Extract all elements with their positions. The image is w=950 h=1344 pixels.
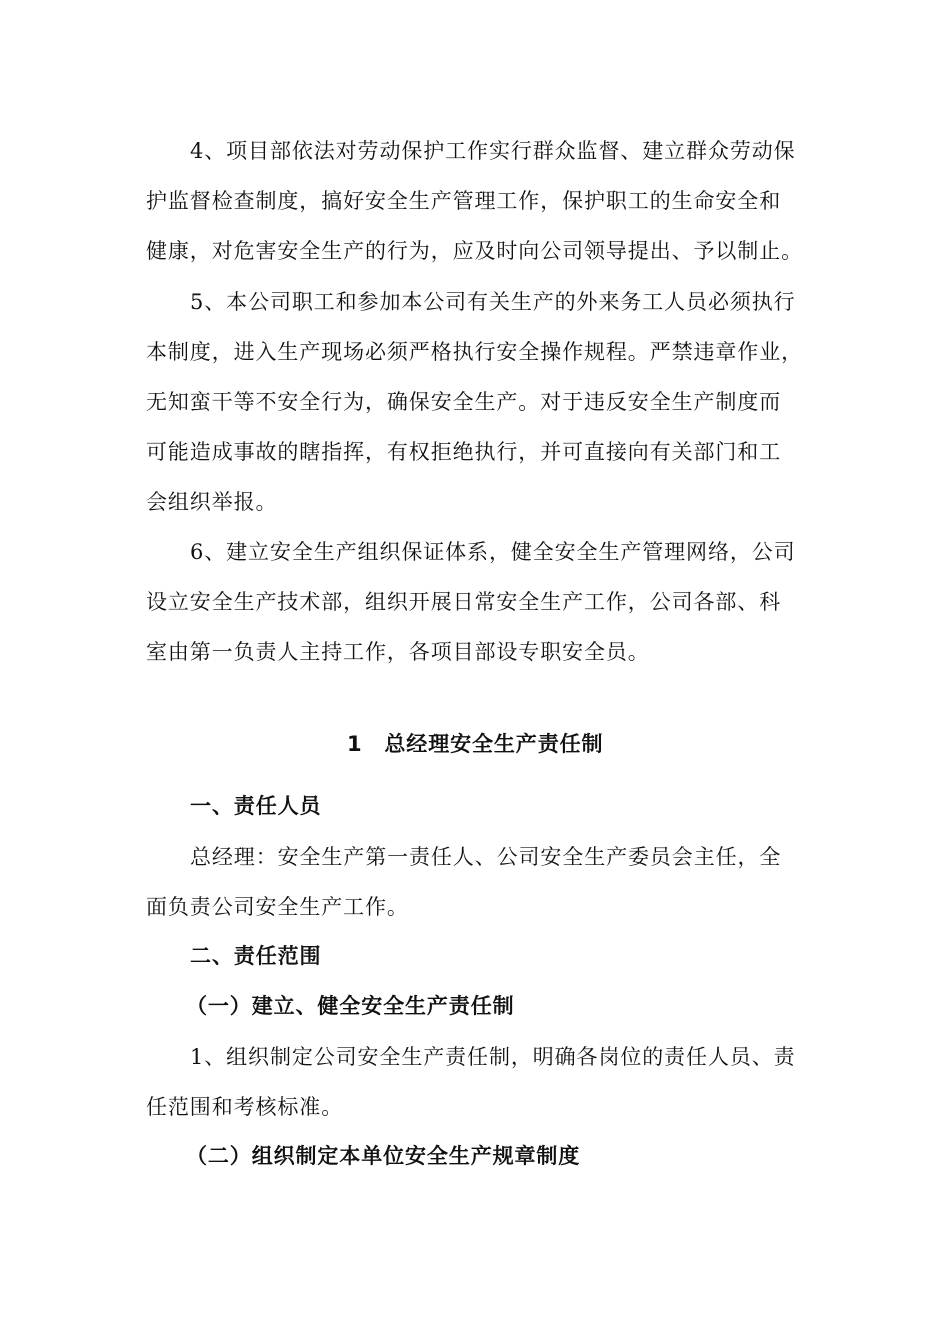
paragraph-4-line-3: 健康，对危害安全生产的行为，应及时向公司领导提出、予以制止。 [146, 239, 803, 263]
paragraph-5-line-1: 5、本公司职工和参加本公司有关生产的外来务工人员必须执行 [190, 290, 796, 314]
paragraph-5-line-3: 无知蛮干等不安全行为，确保安全生产。对于违反安全生产制度而 [146, 390, 782, 414]
paragraph-5-line-5: 会组织举报。 [146, 490, 278, 514]
paragraph-gm-line-2: 面负责公司安全生产工作。 [146, 895, 409, 919]
paragraph-item-1-line-2: 任范围和考核标准。 [146, 1095, 344, 1119]
subheading-responsibility-system: （一）建立、健全安全生产责任制 [186, 994, 515, 1018]
subheading-rules-regulations: （二）组织制定本单位安全生产规章制度 [186, 1144, 581, 1168]
heading-responsibility-scope: 二、责任范围 [190, 944, 322, 968]
heading-responsible-persons: 一、责任人员 [190, 794, 322, 818]
paragraph-5-line-2: 本制度，进入生产现场必须严格执行安全操作规程。严禁违章作业， [146, 340, 803, 364]
paragraph-4-line-1: 4、项目部依法对劳动保护工作实行群众监督、建立群众劳动保 [190, 139, 796, 163]
paragraph-4-line-2: 护监督检查制度，搞好安全生产管理工作，保护职工的生命安全和 [146, 189, 782, 213]
section-title: 1 总经理安全生产责任制 [347, 732, 604, 756]
paragraph-item-1-line-1: 1、组织制定公司安全生产责任制，明确各岗位的责任人员、责 [190, 1045, 796, 1069]
paragraph-6-line-1: 6、建立安全生产组织保证体系，健全安全生产管理网络，公司 [190, 540, 796, 564]
paragraph-5-line-4: 可能造成事故的瞎指挥，有权拒绝执行，并可直接向有关部门和工 [146, 440, 782, 464]
paragraph-gm-line-1: 总经理：安全生产第一责任人、公司安全生产委员会主任，全 [190, 845, 782, 869]
paragraph-6-line-2: 设立安全生产技术部，组织开展日常安全生产工作，公司各部、科 [146, 590, 782, 614]
paragraph-6-line-3: 室由第一负责人主持工作，各项目部设专职安全员。 [146, 640, 650, 664]
